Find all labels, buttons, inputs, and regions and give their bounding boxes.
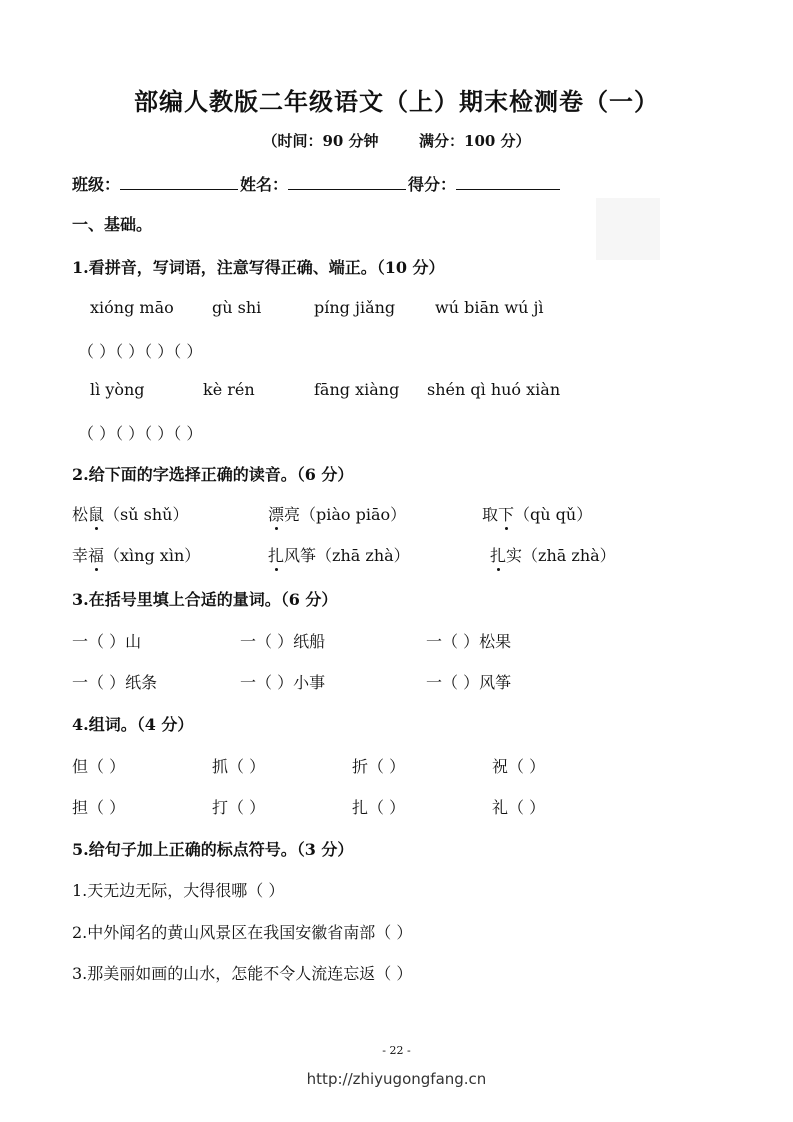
full-score: 满分：100 分） (419, 132, 531, 150)
word-group-blank[interactable]: 打（ ） (212, 798, 266, 817)
word-group-blank[interactable]: 担（ ） (72, 798, 126, 817)
word-group-blank[interactable]: 折（ ） (352, 757, 406, 776)
word-group-blank[interactable]: 扎（ ） (352, 798, 406, 817)
word-group-blank[interactable]: 抓（ ） (212, 757, 266, 776)
pinyin: fāng xiàng (314, 380, 400, 399)
question-5-heading: 5.给句子加上正确的标点符号。（3 分） (72, 840, 354, 859)
page-title: 部编人教版二年级语文（上）期末检测卷（一） (134, 87, 659, 116)
pinyin: píng jiǎng (314, 298, 396, 317)
score-field[interactable] (456, 175, 560, 190)
word-group-blank[interactable]: 礼（ ） (492, 798, 546, 817)
measure-word-blank[interactable]: 一（ ）山 (72, 632, 142, 651)
punctuation-sentence[interactable]: 3.那美丽如画的山水，怎能不令人流连忘返（ ） (72, 964, 413, 983)
faint-stamp-mark (596, 198, 660, 260)
answer-blanks[interactable]: （ ）（ ）（ ）（ ） (78, 342, 203, 361)
name-field[interactable] (288, 175, 406, 190)
pinyin: lì yòng (90, 380, 145, 399)
pinyin: shén qì huó xiàn (427, 380, 561, 399)
time-limit: （时间：90 分钟 (262, 132, 379, 150)
name-label: 姓名： (240, 175, 289, 194)
word-group-blank[interactable]: 祝（ ） (492, 757, 546, 776)
section-heading: 一、基础。 (72, 215, 153, 234)
measure-word-blank[interactable]: 一（ ）纸船 (240, 632, 326, 651)
class-label: 班级： (72, 175, 121, 194)
reading-choice[interactable]: 扎风筝（zhā zhà） (268, 543, 410, 566)
score-label: 得分： (408, 175, 457, 194)
measure-word-blank[interactable]: 一（ ）小事 (240, 673, 326, 692)
reading-choice[interactable]: 扎实（zhā zhà） (490, 543, 616, 566)
footer-url[interactable]: http://zhiyugongfang.cn (306, 1070, 487, 1088)
reading-choice[interactable]: 松鼠（sǔ shǔ） (72, 502, 188, 525)
reading-choice[interactable]: 幸福（xìng xìn） (72, 543, 200, 566)
page-number: - 22 - (382, 1044, 411, 1057)
punctuation-sentence[interactable]: 1.天无边无际，大得很哪（ ） (72, 881, 285, 900)
pinyin: gù shi (212, 298, 262, 317)
answer-blanks[interactable]: （ ）（ ）（ ）（ ） (78, 424, 203, 443)
pinyin: xióng māo (90, 298, 174, 317)
pinyin: kè rén (203, 380, 255, 399)
question-2-heading: 2.给下面的字选择正确的读音。（6 分） (72, 465, 354, 484)
class-field[interactable] (120, 175, 238, 190)
pinyin: wú biān wú jì (435, 298, 544, 317)
word-group-blank[interactable]: 但（ ） (72, 757, 126, 776)
exam-meta (0, 130, 793, 151)
question-1-heading: 1.看拼音，写词语，注意写得正确、端正。（10 分） (72, 258, 445, 277)
measure-word-blank[interactable]: 一（ ）松果 (426, 632, 512, 651)
measure-word-blank[interactable]: 一（ ）风筝 (426, 673, 512, 692)
student-info (72, 172, 562, 195)
punctuation-sentence[interactable]: 2.中外闻名的黄山风景区在我国安徽省南部（ ） (72, 923, 413, 942)
reading-choice[interactable]: 取下（qù qǔ） (482, 502, 592, 525)
question-3-heading: 3.在括号里填上合适的量词。（6 分） (72, 590, 338, 609)
measure-word-blank[interactable]: 一（ ）纸条 (72, 673, 158, 692)
reading-choice[interactable]: 漂亮（piào piāo） (268, 502, 406, 525)
question-4-heading: 4.组词。（4 分） (72, 715, 194, 734)
